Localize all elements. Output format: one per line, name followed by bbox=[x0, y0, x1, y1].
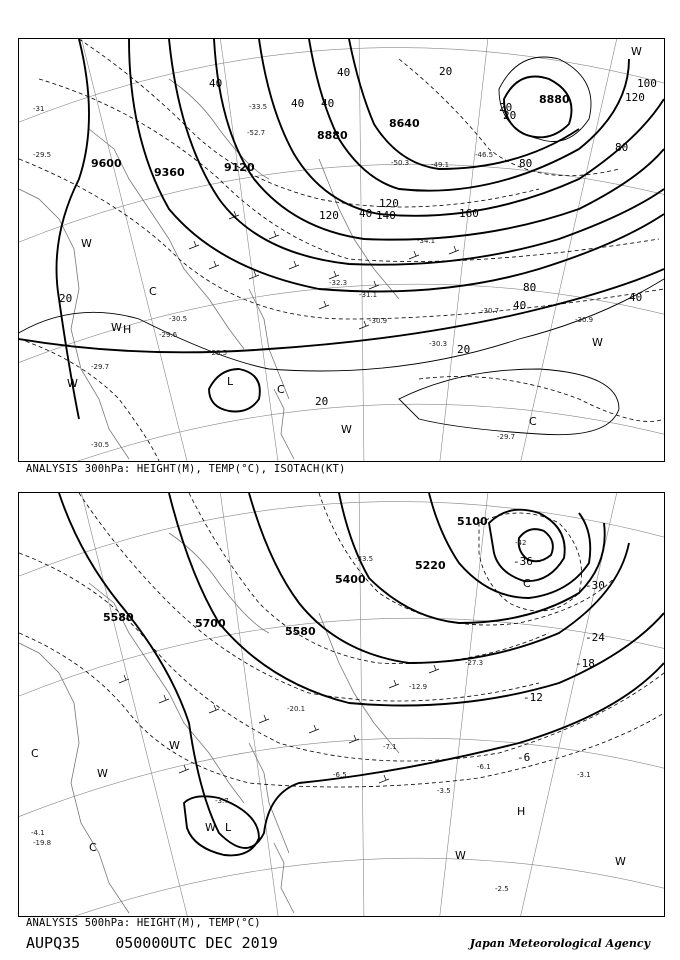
temp-label: -31 bbox=[33, 105, 45, 113]
isotach-label: 40 bbox=[513, 299, 527, 312]
temp-label: -6.1 bbox=[477, 763, 491, 771]
temp-label: -4.1 bbox=[31, 829, 45, 837]
system-label: W bbox=[111, 321, 122, 334]
height-label: 9120 bbox=[224, 161, 255, 174]
temp-label: -28.5 bbox=[209, 349, 228, 357]
system-label: C bbox=[277, 383, 285, 396]
height-label: 5400 bbox=[335, 573, 366, 586]
isotach-label: 100 bbox=[637, 77, 657, 90]
isotach-label: 80 bbox=[519, 157, 533, 170]
isotach-label: 140 bbox=[376, 209, 396, 222]
height-label: 5100 bbox=[457, 515, 488, 528]
isotach-label: 40 bbox=[359, 207, 373, 220]
map-300hpa bbox=[18, 38, 665, 462]
height-label: 5580 bbox=[285, 625, 316, 638]
system-label: C bbox=[149, 285, 157, 298]
system-label: C bbox=[529, 415, 537, 428]
isotach-label: 80 bbox=[523, 281, 537, 294]
temp-label: -3.1 bbox=[577, 771, 591, 779]
temp-label: -31.1 bbox=[359, 291, 378, 299]
temp-label: -33.5 bbox=[355, 555, 374, 563]
temp-label: -3.7 bbox=[215, 797, 229, 805]
temp-label: -12.9 bbox=[409, 683, 428, 691]
system-label: W bbox=[592, 336, 603, 349]
isotachs-300 bbox=[19, 57, 664, 435]
system-label: L bbox=[227, 375, 234, 388]
temp-label: -32.3 bbox=[329, 279, 348, 287]
temp-label: -12 bbox=[523, 691, 543, 704]
height-label: 9360 bbox=[154, 166, 185, 179]
system-label: H bbox=[123, 323, 132, 336]
temp-label: -30.5 bbox=[169, 315, 188, 323]
temp-label: -27.3 bbox=[465, 659, 484, 667]
isotach-label: 120 bbox=[625, 91, 645, 104]
isotach-label: 20 bbox=[59, 292, 73, 305]
height-label: 5700 bbox=[195, 617, 226, 630]
coastlines-500 bbox=[19, 533, 399, 913]
temp-label: -29.6 bbox=[159, 331, 178, 339]
system-label: L bbox=[225, 821, 232, 834]
temp-label: -19.8 bbox=[33, 839, 52, 847]
temp-label: -42 bbox=[515, 539, 527, 547]
isotach-label: 20 bbox=[457, 343, 471, 356]
height-label: 5220 bbox=[415, 559, 446, 572]
system-label: W bbox=[455, 849, 466, 862]
temp-label: -29.7 bbox=[91, 363, 110, 371]
temp-label: -2.5 bbox=[495, 885, 509, 893]
chart-code: AUPQ35 bbox=[26, 934, 81, 952]
map-500hpa bbox=[18, 492, 665, 917]
system-label: W bbox=[169, 739, 180, 752]
caption-300hpa: ANALYSIS 300hPa: HEIGHT(M), TEMP(°C), ISOTACH(KT) bbox=[26, 463, 346, 475]
system-label: W bbox=[81, 237, 92, 250]
temp-label: -6 bbox=[517, 751, 531, 764]
wind-barbs-500 bbox=[119, 665, 439, 783]
system-label: W bbox=[97, 767, 108, 780]
isotach-label: 40 bbox=[337, 66, 351, 79]
isotach-label: 20 bbox=[499, 101, 513, 114]
isotach-label: 40 bbox=[629, 291, 643, 304]
isotach-label: 40 bbox=[209, 77, 223, 90]
temp-label: -20.1 bbox=[287, 705, 306, 713]
isotach-label: 40 bbox=[291, 97, 305, 110]
temp-label: -7.1 bbox=[383, 743, 397, 751]
isotach-label: 120 bbox=[319, 209, 339, 222]
temp-label: -30.9 bbox=[369, 317, 388, 325]
system-label: C bbox=[89, 841, 97, 854]
isotach-label: 120 bbox=[379, 197, 399, 210]
temp-label: -30.3 bbox=[429, 340, 448, 348]
isotach-label: 40 bbox=[321, 97, 335, 110]
isotach-label: 20 bbox=[503, 109, 517, 122]
height-label: 8880 bbox=[317, 129, 348, 142]
temp-label: -36 bbox=[513, 555, 533, 568]
chart-code-line bbox=[26, 934, 304, 952]
graticule-500 bbox=[19, 493, 664, 916]
temp-label: -33.5 bbox=[249, 103, 268, 111]
isotach-label: 20 bbox=[315, 395, 329, 408]
height-label: 5580 bbox=[103, 611, 134, 624]
height-label: 9600 bbox=[91, 157, 122, 170]
temp-label: -52.7 bbox=[247, 129, 266, 137]
temp-label: -49.1 bbox=[431, 161, 450, 169]
isotach-label: 20 bbox=[439, 65, 453, 78]
temp-label: -50.3 bbox=[391, 159, 410, 167]
isotach-label: 80 bbox=[615, 141, 629, 154]
system-label: C bbox=[523, 577, 531, 590]
temp-label: -29.7 bbox=[497, 433, 516, 441]
temp-label: -29.5 bbox=[33, 151, 52, 159]
temp-label: -6.5 bbox=[333, 771, 347, 779]
map-500hpa-canvas bbox=[19, 493, 664, 916]
system-label: W bbox=[67, 377, 78, 390]
height-contours-500 bbox=[59, 493, 664, 855]
isotach-label: 160 bbox=[459, 207, 479, 220]
temp-label: -18 bbox=[575, 657, 595, 670]
temp-label: -30 bbox=[585, 579, 605, 592]
analysis-time: 050000UTC DEC 2019 bbox=[115, 934, 278, 952]
temp-label: -46.5 bbox=[475, 151, 494, 159]
temp-label: -24 bbox=[585, 631, 605, 644]
system-label: H bbox=[517, 805, 526, 818]
height-label: 8640 bbox=[389, 117, 420, 130]
temp-label: -30.9 bbox=[575, 316, 594, 324]
agency-name: Japan Meteorological Agency bbox=[469, 937, 650, 950]
height-label: 8880 bbox=[539, 93, 570, 106]
system-label: C bbox=[31, 747, 39, 760]
map-300hpa-canvas bbox=[19, 39, 664, 461]
caption-500hpa: ANALYSIS 500hPa: HEIGHT(M), TEMP(°C) bbox=[26, 917, 261, 929]
system-label: W bbox=[341, 423, 352, 436]
temp-label: -30.7 bbox=[481, 307, 500, 315]
system-label: W bbox=[205, 821, 216, 834]
system-label: W bbox=[631, 45, 642, 58]
temp-label: -3.5 bbox=[437, 787, 451, 795]
temp-label: -30.5 bbox=[91, 441, 110, 449]
temp-label: -34.1 bbox=[417, 237, 436, 245]
system-label: W bbox=[615, 855, 626, 868]
